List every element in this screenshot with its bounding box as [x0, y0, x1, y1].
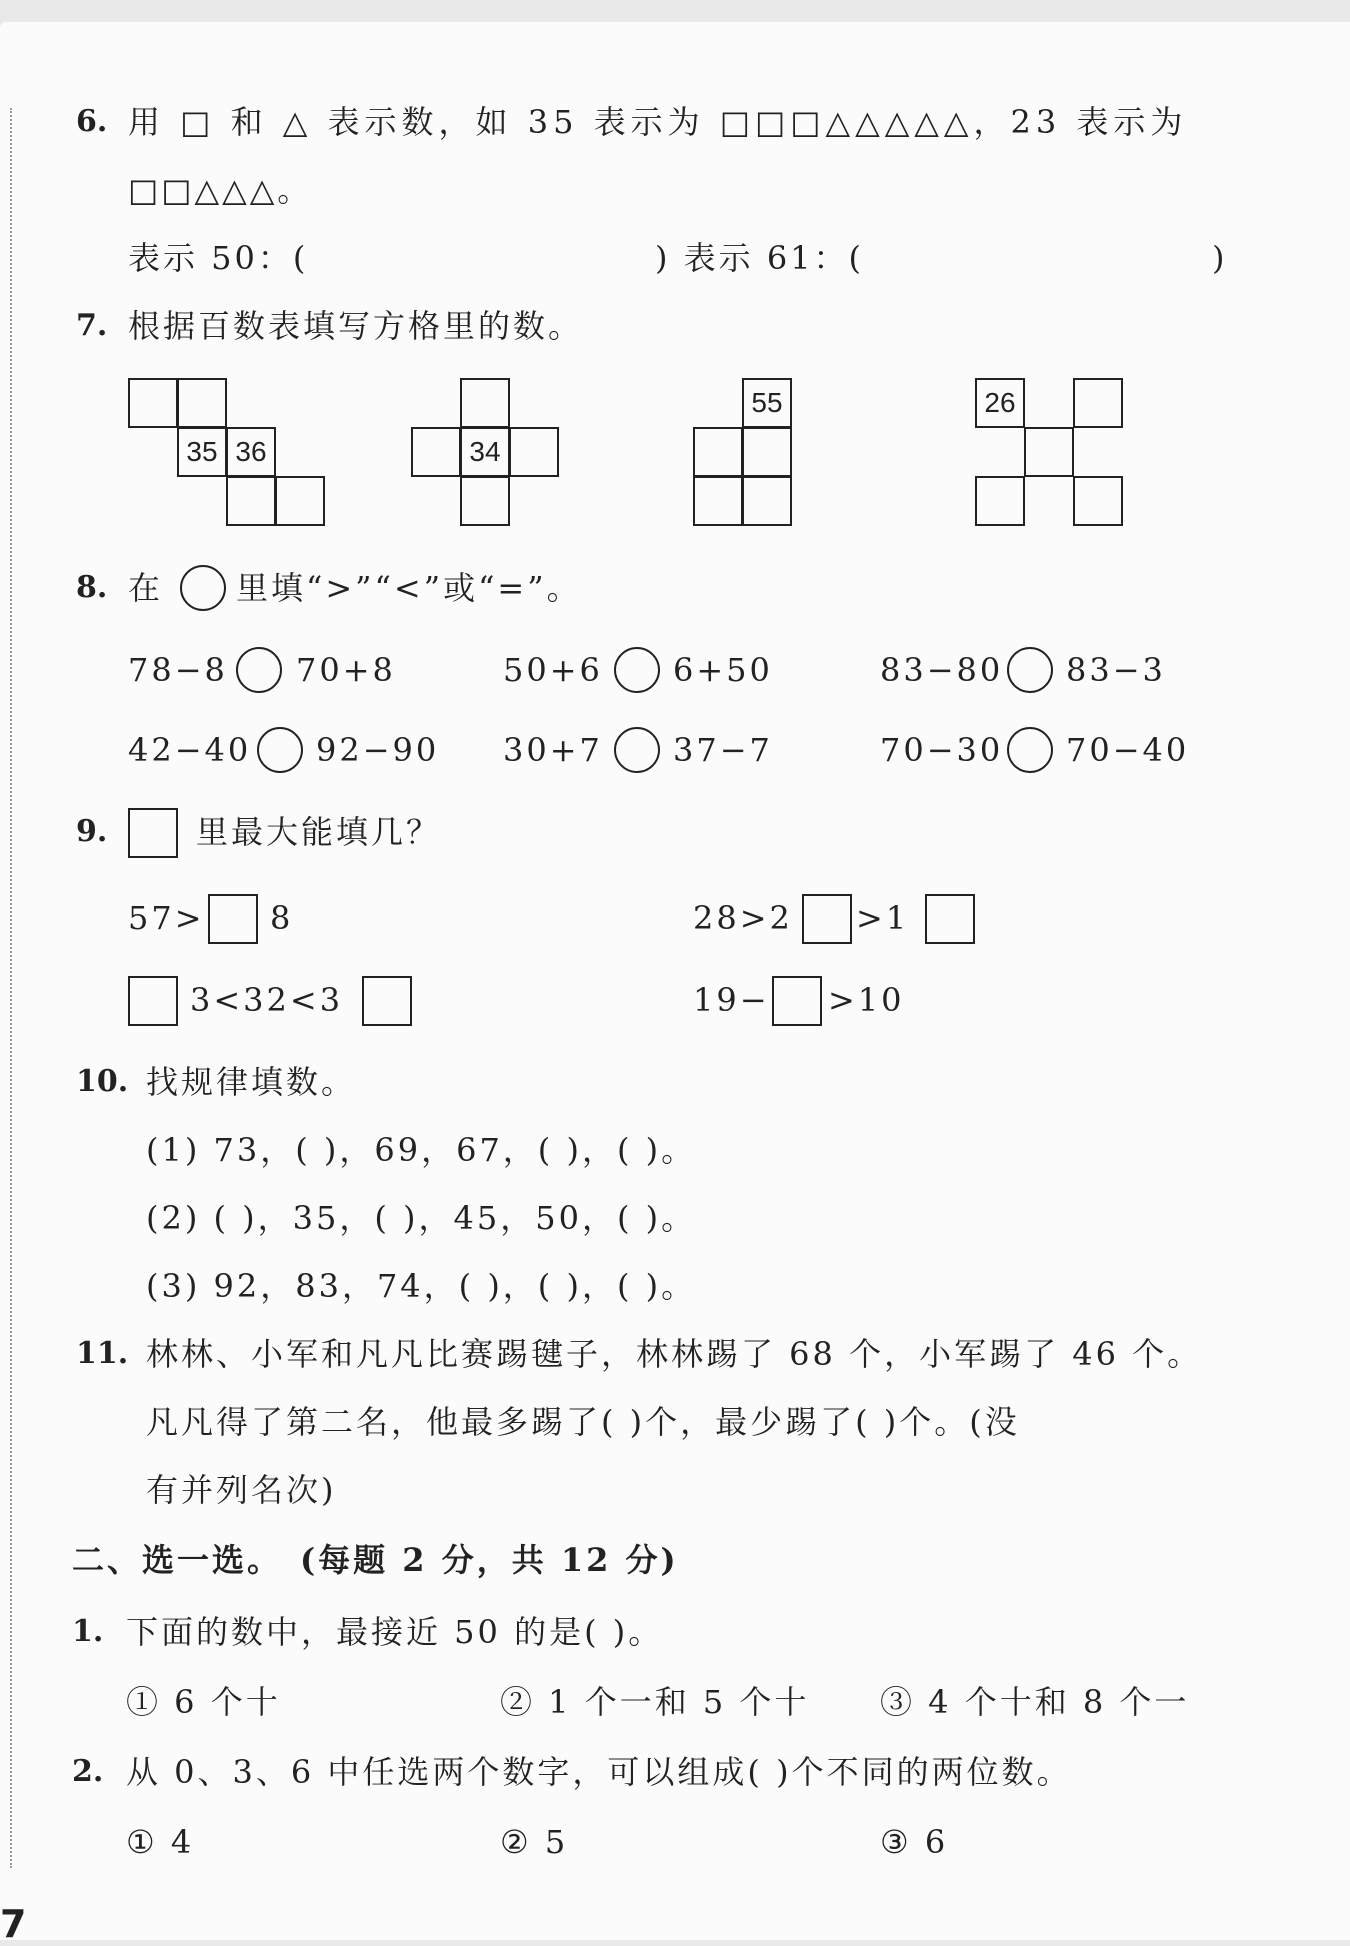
- q9-c-text: 3<32<3: [190, 981, 344, 1019]
- s1-option3[interactable]: ③ 4 个十和 8 个一: [880, 1683, 1190, 1721]
- grid4-cell[interactable]: [975, 476, 1025, 526]
- grid4-cell[interactable]: [1073, 378, 1123, 428]
- q8-right: 92−90: [316, 731, 440, 769]
- q8-left: 78−8: [128, 651, 228, 689]
- s2-text: 从 0、3、6 中任选两个数字，可以组成( )个不同的两位数。: [126, 1753, 1072, 1791]
- answer-box[interactable]: [128, 976, 178, 1026]
- s2-option2[interactable]: ② 5: [500, 1823, 569, 1861]
- q11-line2: 凡凡得了第二名，他最多踢了( )个，最少踢了( )个。(没: [146, 1403, 1020, 1441]
- grid1-cell[interactable]: [177, 378, 227, 428]
- q10-text: 找规律填数。: [146, 1063, 357, 1101]
- grid1-cell: 36: [226, 427, 276, 477]
- grid2-cell[interactable]: [509, 427, 559, 477]
- section2-title: 二、选一选。: [72, 1541, 283, 1579]
- q10-line1: (1) 73，( )，69，67，( )，( )。: [146, 1131, 697, 1169]
- answer-box[interactable]: [925, 894, 975, 944]
- q8-left: 83−80: [880, 651, 1004, 689]
- q6-ask50: 表示 50：(: [128, 239, 309, 277]
- page-corner-number: 7: [0, 1902, 27, 1946]
- q8-right: 83−3: [1066, 651, 1166, 689]
- q7-number: 7.: [76, 308, 108, 343]
- q7-text: 根据百数表填写方格里的数。: [128, 307, 584, 345]
- grid2-cell[interactable]: [460, 476, 510, 526]
- grid4-cell[interactable]: [1024, 427, 1074, 477]
- q8-right: 37−7: [673, 731, 773, 769]
- q9-sample-box: [128, 808, 178, 858]
- answer-box[interactable]: [362, 976, 412, 1026]
- q11-number: 11.: [76, 1336, 129, 1371]
- s2-number: 2.: [72, 1754, 104, 1789]
- q8-number: 8.: [76, 570, 108, 605]
- answer-box[interactable]: [772, 976, 822, 1026]
- q11-line3: 有并列名次): [146, 1471, 337, 1509]
- grid3-cell[interactable]: [742, 427, 792, 477]
- q9-b-left: 28>2: [693, 899, 793, 937]
- grid4-cell: 26: [975, 378, 1025, 428]
- grid4-cell[interactable]: [1073, 476, 1123, 526]
- q11-line1: 林林、小军和凡凡比赛踢毽子，林林踢了 68 个，小军踢了 46 个。: [146, 1335, 1203, 1373]
- grid1-cell[interactable]: [128, 378, 178, 428]
- q8-left: 50+6: [503, 651, 603, 689]
- q6-number: 6.: [76, 104, 108, 139]
- s2-option3[interactable]: ③ 6: [880, 1823, 949, 1861]
- q8-left: 70−30: [880, 731, 1004, 769]
- q6-close-paren: ): [1212, 239, 1228, 277]
- grid1-cell: 35: [177, 427, 227, 477]
- s2-option1[interactable]: ① 4: [126, 1823, 195, 1861]
- q8-left: 30+7: [503, 731, 603, 769]
- section2-score: (每题 2 分，共 12 分): [300, 1541, 679, 1579]
- q8-sample-circle: [180, 565, 226, 611]
- s1-number: 1.: [72, 1614, 104, 1649]
- binding-dotted-line: [10, 108, 12, 1868]
- answer-box[interactable]: [208, 894, 258, 944]
- q6-line2: □□△△△。: [128, 171, 313, 209]
- q9-b-right: >1: [856, 899, 910, 937]
- q10-number: 10.: [76, 1064, 129, 1099]
- grid2-cell[interactable]: [411, 427, 461, 477]
- grid3-cell[interactable]: [693, 476, 743, 526]
- q9-number: 9.: [76, 814, 108, 849]
- q8-pre: 在: [128, 569, 164, 607]
- q6-line1: 用 □ 和 △ 表示数，如 35 表示为 □□□△△△△△，23 表示为: [128, 103, 1188, 141]
- compare-circle[interactable]: [614, 647, 660, 693]
- q9-d-left: 19−: [693, 981, 770, 1019]
- compare-circle[interactable]: [1007, 647, 1053, 693]
- q8-post: 里填“>”“<”或“=”。: [236, 569, 582, 607]
- compare-circle[interactable]: [1007, 727, 1053, 773]
- answer-box[interactable]: [802, 894, 852, 944]
- compare-circle[interactable]: [236, 647, 282, 693]
- q8-right: 70−40: [1066, 731, 1190, 769]
- grid3-cell: 55: [742, 378, 792, 428]
- q8-right: 70+8: [296, 651, 396, 689]
- s1-text: 下面的数中，最接近 50 的是( )。: [126, 1613, 664, 1651]
- q9-text: 里最大能填几？: [196, 813, 442, 851]
- q9-a-right: 8: [270, 899, 294, 937]
- s1-option1[interactable]: ① 6 个十: [126, 1683, 281, 1721]
- grid1-cell[interactable]: [226, 476, 276, 526]
- q10-line2: (2) ( )，35，( )，45，50，( )。: [146, 1199, 697, 1237]
- q10-line3: (3) 92，83，74，( )，( )，( )。: [146, 1267, 697, 1305]
- grid3-cell[interactable]: [693, 427, 743, 477]
- q9-d-right: >10: [828, 981, 905, 1019]
- q8-right: 6+50: [673, 651, 773, 689]
- compare-circle[interactable]: [614, 727, 660, 773]
- grid1-cell[interactable]: [275, 476, 325, 526]
- worksheet-page: [0, 22, 1350, 1946]
- s1-option2[interactable]: ② 1 个一和 5 个十: [500, 1683, 810, 1721]
- grid3-cell[interactable]: [742, 476, 792, 526]
- q6-ask61: ) 表示 61：(: [655, 239, 865, 277]
- compare-circle[interactable]: [257, 727, 303, 773]
- grid2-cell[interactable]: [460, 378, 510, 428]
- q9-a-left: 57>: [128, 899, 205, 937]
- grid2-cell: 34: [460, 427, 510, 477]
- q8-left: 42−40: [128, 731, 252, 769]
